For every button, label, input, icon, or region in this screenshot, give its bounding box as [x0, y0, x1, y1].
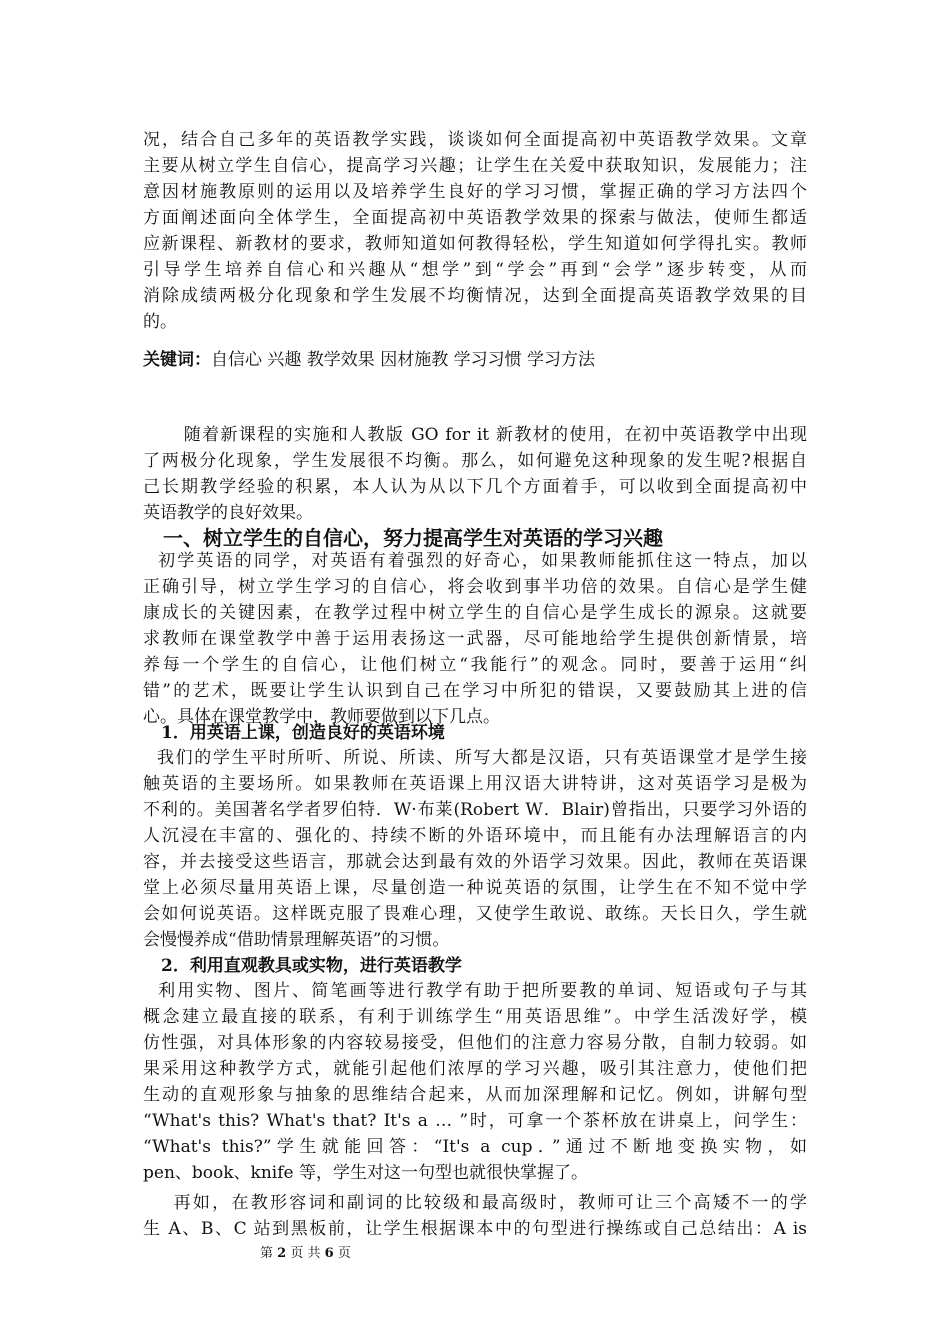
- text-line: 生动的直观形象与抽象的思维结合起来，从而加深理解和记忆。例如，讲解句型: [143, 1085, 807, 1105]
- text-line: 英语教学的良好效果。: [143, 503, 313, 523]
- text-line: 堂上必须尽量用英语上课，尽量创造一种说英语的氛围，让学生在不知不觉中学: [143, 878, 807, 898]
- text-line: 再如，在教形容词和副词的比较级和最高级时，教师可让三个高矮不一的学: [143, 1193, 807, 1213]
- text-line: 消除成绩两极分化现象和学生发展不均衡情况，达到全面提高英语教学效果的目: [143, 286, 807, 306]
- text-line: 康成长的关键因素，在教学过程中树立学生的自信心是学生成长的源泉。这就要: [143, 603, 807, 623]
- text-line: 容，并去接受这些语言，那就会达到最有效的外语学习效果。因此，教师在英语课: [143, 852, 807, 872]
- footer-prefix: 第: [260, 1246, 274, 1261]
- text-line: 正确引导，树立学生学习的自信心，将会收到事半功倍的效果。自信心是学生健: [143, 577, 807, 597]
- text-line: “What's this? What's that? It's a … ”时，可拿一个茶杯放在讲桌上，问学生：: [143, 1111, 807, 1131]
- text-line: 己长期教学经验的积累，本人认为从以下几个方面着手，可以收到全面提高初中: [143, 477, 807, 497]
- text-line: 我们的学生平时所听、所说、所读、所写大都是汉语，只有英语课堂才是学生接: [143, 748, 807, 768]
- abstract-paragraph: [143, 127, 807, 335]
- section-heading: 一、树立学生的自信心，努力提高学生对英语的学习兴趣: [163, 526, 663, 550]
- text-line: 养每一个学生的自信心，让他们树立“我能行”的观念。同时，要善于运用“纠: [143, 655, 807, 675]
- subsection2-paragraph: [143, 978, 807, 1242]
- text-line: 生 A、B、C 站到黑板前，让学生根据课本中的句型进行操练或自己总结出：A is: [143, 1219, 807, 1239]
- subsection-heading: 1．用英语上课，创造良好的英语环境: [161, 723, 445, 743]
- text-line: 求教师在课堂教学中善于运用表扬这一武器，尽可能地给学生提供创新情景，培: [143, 629, 807, 649]
- text-line: 触英语的主要场所。如果教师在英语课上用汉语大讲特讲，这对英语学习是极为: [143, 774, 807, 794]
- text-line: 应新课程、新教材的要求，教师知道如何教得轻松，学生知道如何学得扎实。教师: [143, 234, 807, 254]
- text-line: “What's this?”学生就能回答：“It's a cup．”通过不断地变换实物，如: [143, 1137, 807, 1157]
- keywords-line: [143, 347, 807, 373]
- footer-middle: 页 共: [290, 1246, 321, 1261]
- text-line: 了两极分化现象，学生发展很不均衡。那么，如何避免这种现象的发生呢?根据自: [143, 451, 807, 471]
- text-line: 果采用这种教学方式，就能引起他们浓厚的学习兴趣，吸引其注意力，使他们把: [143, 1059, 807, 1079]
- subsection-heading: 2．利用直观教具或实物，进行英语教学: [161, 956, 462, 976]
- text-line: 的。: [143, 312, 177, 332]
- text-line: 随着新课程的实施和人教版 GO for it 新教材的使用，在初中英语教学中出现: [143, 425, 807, 445]
- section1-paragraph: [143, 548, 807, 730]
- text-line: 会慢慢养成“借助情景理解英语”的习惯。: [143, 930, 450, 950]
- text-line: 引导学生培养自信心和兴趣从“想学”到“学会”再到“会学”逐步转变，从而: [143, 260, 807, 280]
- text-line: 意因材施教原则的运用以及培养学生良好的学习习惯，掌握正确的学习方法四个: [143, 182, 807, 202]
- text-line: 不利的。美国著名学者罗伯特．W·布莱(Robert W．Blair)曾指出，只要学习外语的: [143, 800, 807, 820]
- keywords-text: 自信心 兴趣 教学效果 因材施教 学习习惯 学习方法: [211, 350, 596, 370]
- text-line: 心。具体在课堂教学中，教师要做到以下几点。: [143, 707, 500, 727]
- text-line: 仿性强，对具体形象的内容较易接受，但他们的注意力容易分散，自制力较弱。如: [143, 1033, 807, 1053]
- text-line: 况，结合自己多年的英语教学实践，谈谈如何全面提高初中英语教学效果。文章: [143, 130, 807, 150]
- text-line: 人沉浸在丰富的、强化的、持续不断的外语环境中，而且能有办法理解语言的内: [143, 826, 807, 846]
- text-line: 错”的艺术，既要让学生认识到自己在学习中所犯的错误，又要鼓励其上进的信: [143, 681, 807, 701]
- current-page-number: 2: [277, 1246, 287, 1261]
- text-line: pen、book、knife 等，学生对这一句型也就很快掌握了。: [143, 1163, 588, 1183]
- footer-suffix: 页: [337, 1246, 351, 1261]
- keywords-label: 关键词：: [143, 350, 211, 370]
- subsection1-paragraph: [143, 745, 807, 953]
- text-line: 方面阐述面向全体学生，全面提高初中英语教学效果的探索与做法，使师生都适: [143, 208, 807, 228]
- total-pages-number: 6: [324, 1246, 334, 1261]
- intro-paragraph: [143, 422, 807, 526]
- text-line: 概念建立最直接的联系，有利于训练学生“用英语思维”。中学生活泼好学，模: [143, 1007, 807, 1027]
- text-line: 会如何说英语。这样既克服了畏难心理，又使学生敢说、敢练。天长日久，学生就: [143, 904, 807, 924]
- text-line: 主要从树立学生自信心，提高学习兴趣；让学生在关爱中获取知识，发展能力；注: [143, 156, 807, 176]
- text-line: 初学英语的同学，对英语有着强烈的好奇心，如果教师能抓住这一特点，加以: [143, 551, 807, 571]
- page-footer: [260, 1245, 351, 1263]
- text-line: 利用实物、图片、简笔画等进行教学有助于把所要教的单词、短语或句子与其: [143, 981, 807, 1001]
